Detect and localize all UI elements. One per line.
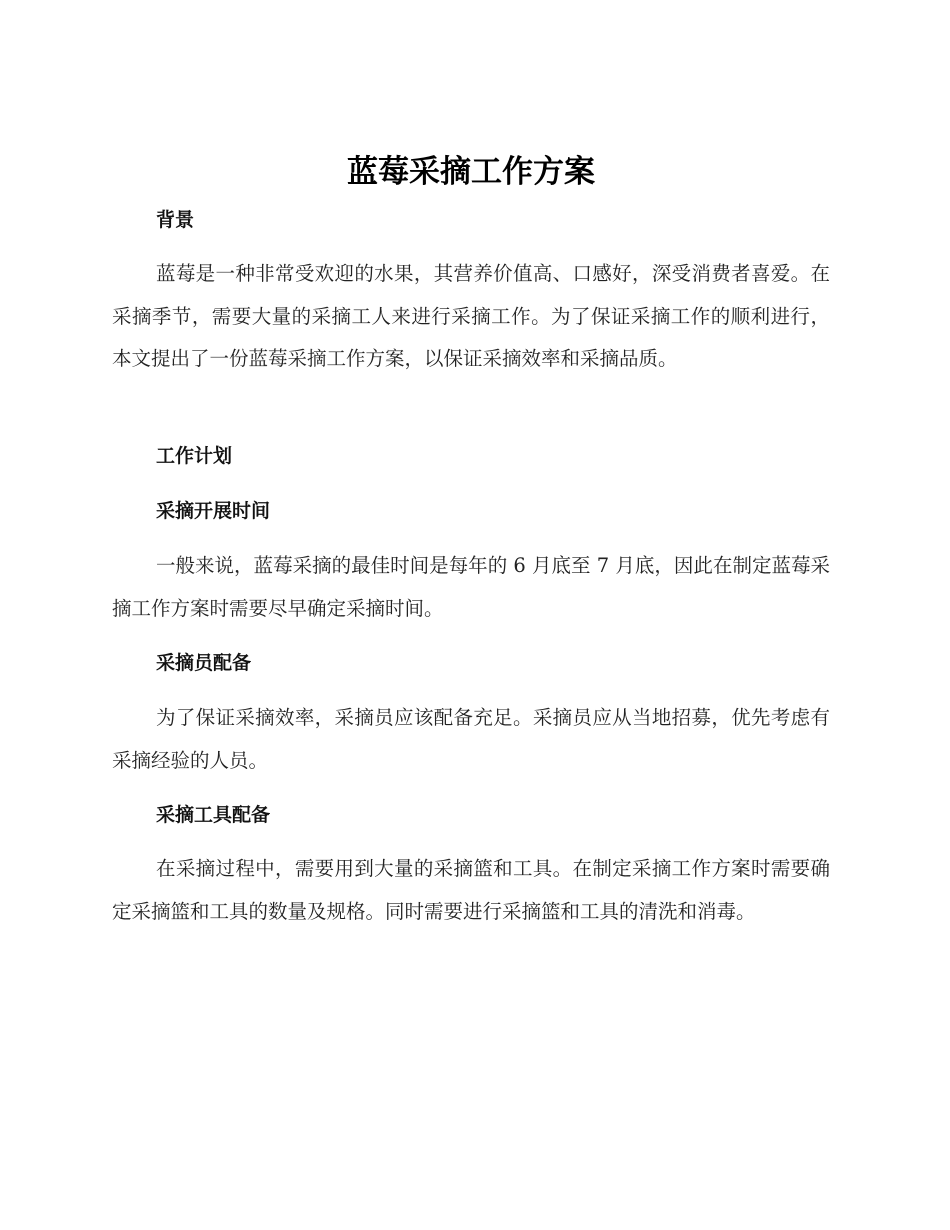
document-title: 蓝莓采摘工作方案 — [347, 154, 595, 190]
section-paragraph-pickers: 为了保证采摘效率，采摘员应该配备充足。采摘员应从当地招募，优先考虑有采摘经验的人员。 — [112, 706, 830, 772]
section-heading-work-plan: 工作计划 — [156, 445, 233, 467]
section-heading-picking-time: 采摘开展时间 — [156, 500, 271, 522]
section-heading-background: 背景 — [156, 209, 195, 231]
section-paragraph-background: 蓝莓是一种非常受欢迎的水果，其营养价值高、口感好，深受消费者喜爱。在采摘季节，需要大量的采摘工人来进行采摘工作。为了保证采摘工作的顺利进行，本文提出了一份蓝莓采摘工作方案，以保证采摘效率和采摘品质。 — [112, 262, 830, 370]
section-heading-pickers: 采摘员配备 — [156, 652, 252, 674]
section-paragraph-picking-time: 一般来说，蓝莓采摘的最佳时间是每年的 6 月底至 7 月底，因此在制定蓝莓采摘工作方案时需要尽早确定采摘时间。 — [112, 554, 830, 620]
section-paragraph-tools: 在采摘过程中，需要用到大量的采摘篮和工具。在制定采摘工作方案时需要确定采摘篮和工具的数量及规格。同时需要进行采摘篮和工具的清洗和消毒。 — [112, 857, 830, 923]
section-heading-tools: 采摘工具配备 — [156, 804, 271, 826]
